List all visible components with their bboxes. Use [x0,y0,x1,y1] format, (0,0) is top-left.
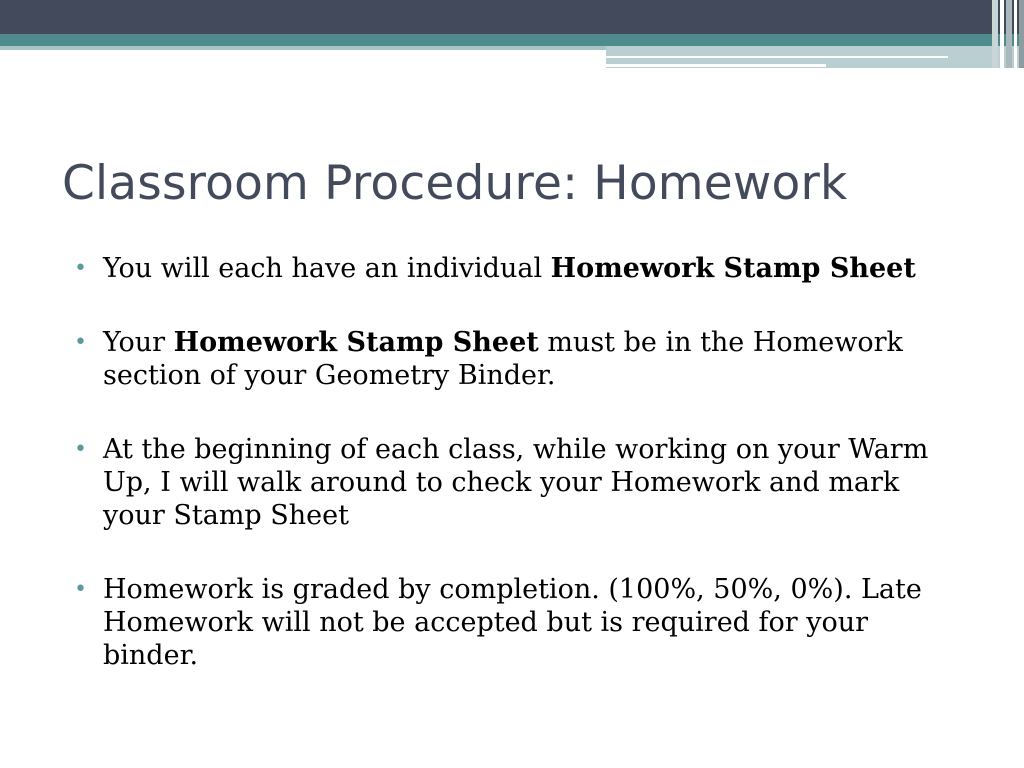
bullet-item [74,326,954,392]
bullet-text: At the beginning of each class, while working on your Warm Up, I will walk around to check your Homework and mark your Stamp Sheet [103,434,929,531]
header-band-teal [0,34,1024,46]
bullet-dot-icon: • [74,437,87,462]
header-accent-line [606,64,826,67]
header-band-dark [0,0,1024,34]
corner-stripe [1006,0,1012,68]
bullet-list [74,252,954,672]
bullet-item [74,252,954,285]
bullet-text: You will each have an individual [103,253,551,284]
corner-stripe [1019,0,1024,68]
corner-stripe [1014,0,1017,68]
corner-stripe [992,0,998,68]
bullet-text: must be in the Homework section of your Geometry Binder. [103,327,903,391]
bullet-dot-icon: • [74,577,87,602]
corner-stripe [1000,0,1004,68]
bullet-text: Homework is graded by completion. (100%, 50%, 0%). Late Homework will not be accepted but is required for your binder. [103,574,922,671]
bullet-text-bold: Homework Stamp Sheet [173,327,539,358]
bullet-dot-icon: • [74,330,87,355]
bullet-text: Your [103,327,174,358]
bullet-dot-icon: • [74,256,87,281]
slide-title: Classroom Procedure: Homework [62,156,848,211]
bullet-text-bold: Homework Stamp Sheet [550,253,916,284]
header-accent-line [606,56,948,58]
bullet-item [74,433,954,532]
bullet-item [74,573,954,672]
